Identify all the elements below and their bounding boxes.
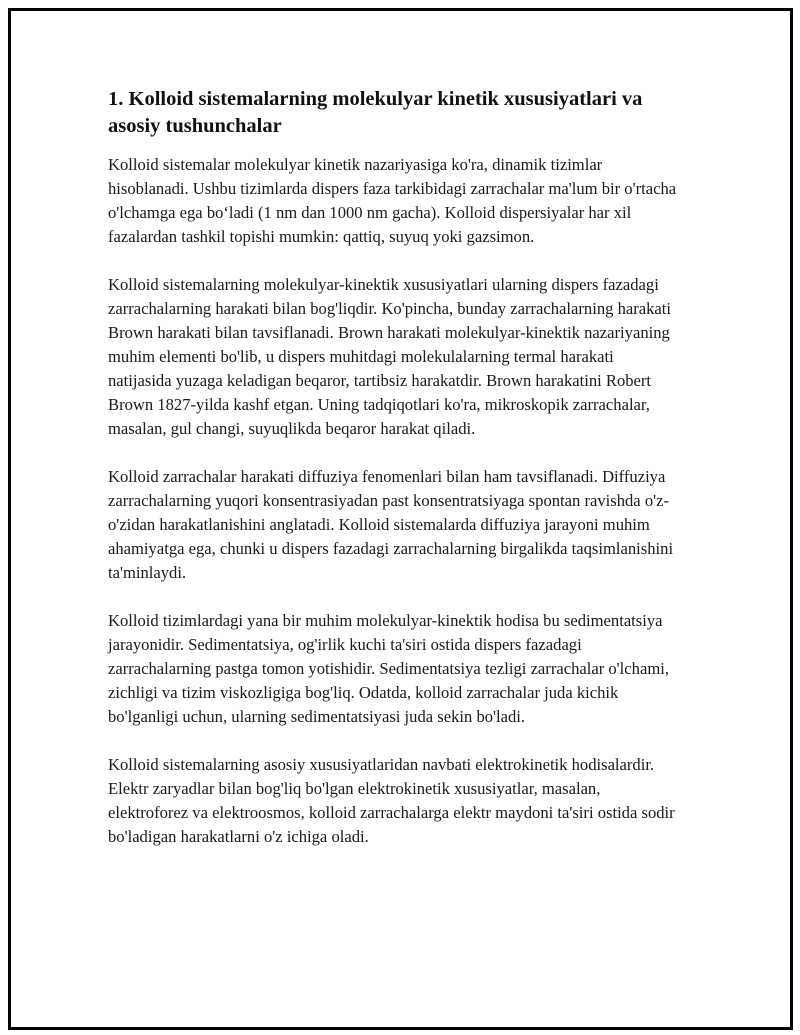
paragraph-sedimentation: Kolloid tizimlardagi yana bir muhim molekulyar-kinektik hodisa bu sedimentatsiya jarayonidir. Sedimentatsiya, og'irlik kuchi ta'siri ostida dispers fazadagi zarrachalarning pastga tomon yotishidir. Sedimentatsiya tezligi zarrachalar o'lchami, zichligi va tizim viskozligiga bog'liq. Odatda, kolloid zarrachalar juda kichik bo'lganligi uchun, ularning sedimentatsiyasi juda sekin bo'ladi. xyxy=(108,611,669,726)
paragraph-electrokinetic: Kolloid sistemalarning asosiy xususiyatlaridan navbati elektrokinetik hodisalardir. Elektr zaryadlar bilan bog'liq bo'lgan elektrokinetik xususiyatlar, masalan, elektroforez va elektroosmos, kolloid zarrachalarga elektr maydoni ta'siri ostida sodir bo'ladigan harakatlarni o'z ichiga oladi. xyxy=(108,755,675,846)
paragraph-brown-motion: Kolloid sistemalarning molekulyar-kinektik xususiyatlari ularning dispers fazadagi zarrachalarning harakati bilan bog'liqdir. Ko'pincha, bunday zarrachalarning harakati Brown harakati bilan tavsiflanadi. Brown harakati molekulyar-kinektik nazariyaning muhim elementi bo'lib, u dispers muhitdagi molekulalarning termal harakati natijasida yuzaga keladigan beqaror, tartibsiz harakatdir. Brown harakatini Robert Brown 1827-yilda kashf etgan. Uning tadqiqotlari ko'ra, mikroskopik zarrachalar, masalan, gul changi, suyuqlikda beqaror harakat qiladi. xyxy=(108,275,672,438)
paragraph-diffusion: Kolloid zarrachalar harakati diffuziya fenomenlari bilan ham tavsiflanadi. Diffuziya zarrachalarning yuqori konsentrasiyadan past konsentratsiyaga spontan ravishda o'z-o'zidan harakatlanishini anglatadi. Kolloid sistemalarda diffuziya jarayoni muhim ahamiyatga ega, chunki u dispers fazadagi zarrachalarning birgalikda taqsimlanishini ta'minlaydi. xyxy=(108,467,674,582)
document-title: 1. Kolloid sistemalarning molekulyar kinetik xususiyatlari va asosiy tushunchalar xyxy=(108,88,643,137)
document-body xyxy=(108,86,678,873)
paragraph-intro: Kolloid sistemalar molekulyar kinetik nazariyasiga ko'ra, dinamik tizimlar hisoblanadi. Ushbu tizimlarda dispers faza tarkibidagi zarrachalar ma'lum bir o'rtacha o'lchamga ega bo‘ladi (1 nm dan 1000 nm gacha). Kolloid dispersiyalar har xil fazalardan tashkil topishi mumkin: qattiq, suyuq yoki gazsimon. xyxy=(108,155,677,246)
